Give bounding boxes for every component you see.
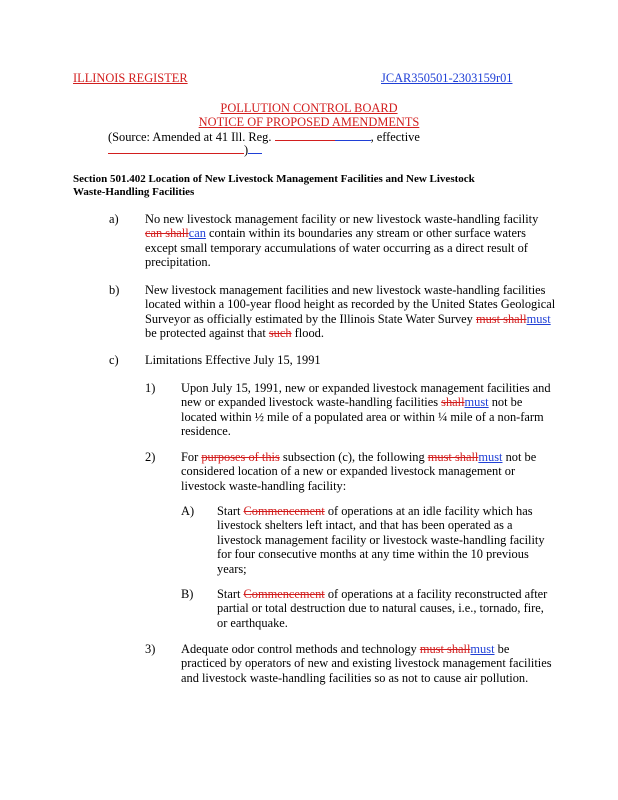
para-b [145,283,555,341]
para-c3-label: 3) [145,642,156,656]
para-b-line4-text: be protected against that [145,326,269,341]
para-a-label: a) [109,212,119,226]
source-blank-red [275,140,335,141]
para-c2-inserted: must [478,450,503,464]
para-c2-line1-end: not be [502,450,537,464]
para-c1-line2-text: new or expanded livestock waste-handling facilities [181,395,442,410]
para-c2-line2: considered location of a new or expanded livestock management or [181,464,516,479]
para-c2-line1-text: For [181,450,202,464]
para-b-line3-text: Surveyor as officially estimated by the Illinois State Water Survey [145,311,476,326]
para-a [145,212,538,270]
source-blank-2 [108,153,244,154]
para-c2A-line2: livestock shelters left intact, and that has been operated as a [217,518,513,533]
para-c2B-deleted: Commencement [243,587,325,601]
para-c2B-line1 [217,587,547,601]
para-c2-line3: livestock waste-handling facility: [181,478,347,493]
para-c-heading: Limitations Effective July 15, 1991 [145,353,321,367]
para-c1-line2 [181,395,551,409]
notice-title: NOTICE OF PROPOSED AMENDMENTS [198,115,420,129]
para-c1-line2-end: not be [488,395,523,410]
para-b-inserted: must [526,311,551,326]
para-c2A-line3: livestock management facility or livestock waste-handling facility [217,532,545,547]
para-c3-line1-end: be [494,642,510,656]
para-a-line2-text: contain within its boundaries any stream or other surface waters [205,226,526,241]
section-heading-line2: Waste-Handling Facilities [73,186,195,198]
para-c2-deleted-2: must shall [427,450,479,464]
para-c1-label: 1) [145,381,156,395]
para-c2A-line1 [217,504,545,518]
para-c2B [217,587,547,630]
para-b-line2: located within a 100-year flood height as recorded by the United States Geological [145,297,556,312]
para-a-deleted: can shall [145,226,189,241]
source-blank-3 [248,153,262,154]
para-c2A-line1-text: Start [217,504,244,518]
jcar-number: JCAR350501-2303159r01 [381,71,513,85]
para-c2 [181,450,536,493]
para-c3-line1 [181,642,552,656]
para-a-line1: No new livestock management facility or new livestock waste-handling facility [145,212,539,226]
source-line-2 [108,143,262,157]
para-b-line4-end: flood. [291,326,324,341]
para-b-line4 [145,326,555,340]
para-c2-line1 [181,450,536,464]
para-c3-line2: practiced by operators of new and existing livestock management facilities [181,656,552,671]
para-c1-line3: located within ½ mile of a populated area or within ¼ mile of a non-farm [181,409,544,424]
source-blank-blue [335,140,371,141]
para-c2B-line1-text: Start [217,587,244,601]
para-c2-line1-mid: subsection (c), the following [279,450,428,464]
source-prefix: (Source: Amended at 41 Ill. Reg. [108,130,275,144]
para-c1-line1: Upon July 15, 1991, new or expanded livestock management facilities and [181,381,551,395]
para-c-label: c) [109,353,119,367]
para-c2B-line1-end: of operations at a facility reconstructed after [324,587,548,601]
para-c3-deleted: must shall [419,642,471,656]
para-c2B-line3: or earthquake. [217,615,288,630]
para-c3 [181,642,552,685]
source-effective: , effective [370,130,420,144]
para-c2A-line1-end: of operations at an idle facility which has [324,504,533,518]
register-name: ILLINOIS REGISTER [73,71,188,85]
para-a-inserted: can [188,226,206,241]
para-c3-line3: and livestock waste-handling facilities so as not to cause air pollution. [181,670,529,685]
para-a-line4: precipitation. [145,255,211,270]
para-b-label: b) [109,283,120,297]
section-heading-line1: Section 501.402 Location of New Livestock Management Facilities and New Livestock [73,173,475,185]
para-c3-inserted: must [470,642,495,656]
board-title: POLLUTION CONTROL BOARD [220,101,398,115]
para-b-line3 [145,312,555,326]
para-b-line1: New livestock management facilities and new livestock waste-handling facilities [145,283,546,297]
para-c1-line4: residence. [181,424,231,439]
para-c2A-label: A) [181,504,195,518]
para-c2A-line4: for four consecutive months at any time within the 10 previous [217,547,529,562]
para-b-deleted: must shall [475,311,527,326]
para-c2-deleted: purposes of this [201,450,280,464]
para-c2A-deleted: Commencement [243,504,325,518]
para-c1-deleted: shall [441,395,465,410]
para-c2-label: 2) [145,450,156,464]
para-a-line2 [145,226,538,240]
para-c2B-line2: partial or total destruction due to natural causes, i.e., tornado, fire, [217,601,544,616]
para-c3-line1-text: Adequate odor control methods and technology [181,642,420,656]
para-c1 [181,381,551,439]
para-b-deleted-such: such [268,326,292,341]
para-a-line3: except small temporary accumulations of water occurring as a direct result of [145,240,528,255]
para-c2A-line5: years; [217,561,247,576]
para-c1-inserted: must [464,395,489,410]
para-c2A [217,504,545,576]
source-close: ) [244,143,249,157]
para-c2B-label: B) [181,587,194,601]
